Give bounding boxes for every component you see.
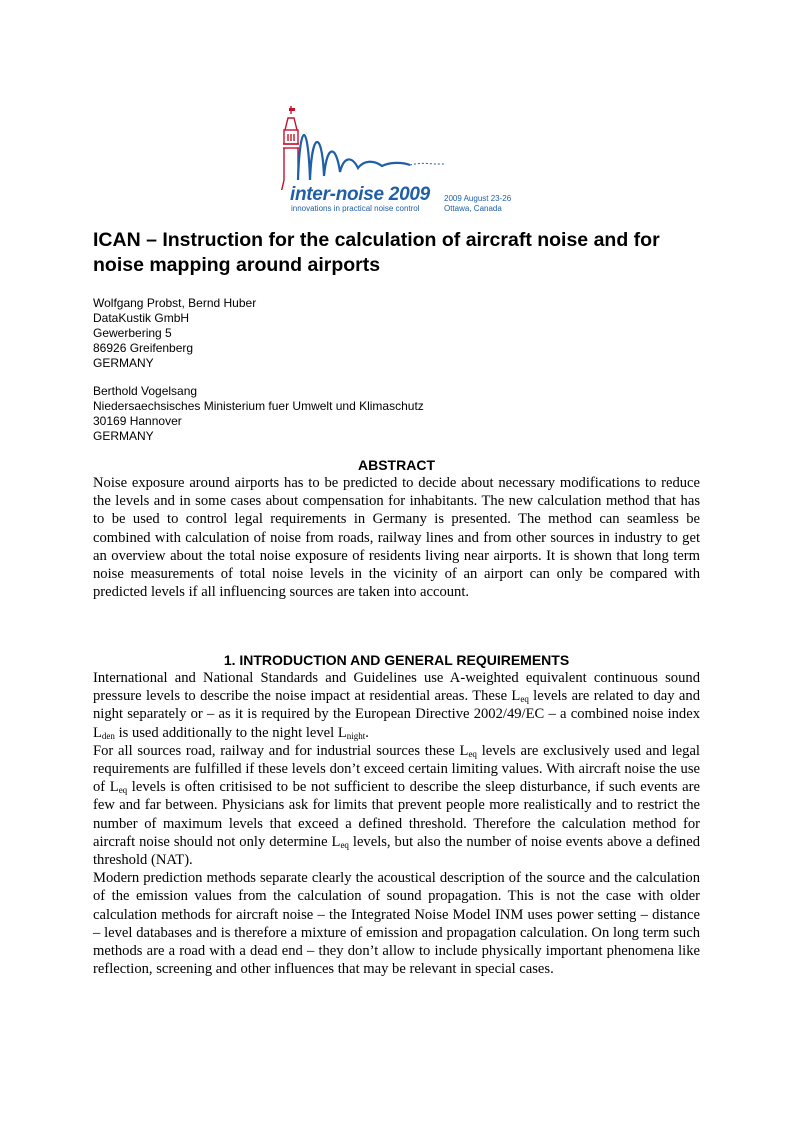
author-line: Niedersaechsisches Ministerium fuer Umwelt und Klimaschutz <box>93 399 424 413</box>
author-affiliation-1 <box>93 296 693 371</box>
tower-wave-logo-icon <box>270 100 470 190</box>
intro-paragraph-3: Modern prediction methods separate clearly the acoustical description of the source and the calculation of the emission values from the calculation of sound propagation. This is not the case with older calculation methods for aircraft noise – the Integrated Noise Model INM uses power setting – distance – level databases and is therefore a mixture of emission and propagation calculation. On long term such methods are a road with a dead end – they don’t allow to include physically important phenomena like reflection, screening and other influences that may be relevant in special cases. <box>93 870 700 978</box>
author-affiliation-2 <box>93 384 693 444</box>
paper-title: ICAN – Instruction for the calculation of aircraft noise and for noise mapping around airports <box>93 229 660 276</box>
logo-location: Ottawa, Canada <box>444 204 502 213</box>
author-line: Wolfgang Probst, Bernd Huber <box>93 296 257 310</box>
author-line: GERMANY <box>93 429 154 443</box>
author-line: GERMANY <box>93 356 154 370</box>
author-line: DataKustik GmbH <box>93 311 190 325</box>
abstract-text <box>93 474 700 601</box>
logo-tagline: innovations in practical noise control <box>291 204 420 213</box>
logo-name: inter-noise 2009 <box>290 184 430 205</box>
intro-paragraph-1: International and National Standards and Guidelines use A-weighted equivalent continuous sound pressure levels to describe the noise impact at residential areas. These $L_{eq}$ levels are related to day and night separately or – as it is required by the European Directive 2002/49/EC – a combined noise index $L_{den}$ is used additionally to the night level $L_{night}$. <box>93 670 701 741</box>
author-line: Gewerbering 5 <box>93 326 172 340</box>
author-line: Berthold Vogelsang <box>93 384 198 398</box>
abstract-paragraph: Noise exposure around airports has to be predicted to decide about necessary modifications to reduce the levels and in some cases about compensation for inhabitants. The new calculation method that has to be used to control legal requirements in Germany is presented. The method can seamless be combined with calculation of noise from roads, railway lines and from other sources in industry to get an overview about the total noise exposure of residents living near airports. It is shown that long term noise measurements of total noise levels in the vicinity of an airport can only be compared with predicted levels if all influencing sources are taken into account. <box>93 475 700 601</box>
author-line: 30169 Hannover <box>93 414 182 428</box>
intro-paragraph-2: For all sources road, railway and for industrial sources these $L_{eq}$ levels are exclusively used and legal requirements are fulfilled if these levels don’t exceed certain limiting values. With aircraft noise the use of $L_{eq}$ levels is often critisised to be not sufficient to describe the sleep disturbance, if such events are few and far between. Physicians ask for limits that prevent people more realistically and to restrict the number of maximum levels that exceed a defined threshold. Therefore the calculation method for aircraft noise should not only determine $L_{eq}$ levels, but also the number of noise events above a defined threshold (NAT). <box>93 742 701 869</box>
logo-date: 2009 August 23-26 <box>444 194 512 203</box>
conference-logo <box>270 100 530 218</box>
section-heading-introduction: 1. INTRODUCTION AND GENERAL REQUIREMENTS <box>223 652 570 668</box>
abstract-heading: ABSTRACT <box>358 457 435 473</box>
logo-date-location <box>444 194 511 214</box>
introduction-text <box>93 669 700 978</box>
author-line: 86926 Greifenberg <box>93 341 194 355</box>
